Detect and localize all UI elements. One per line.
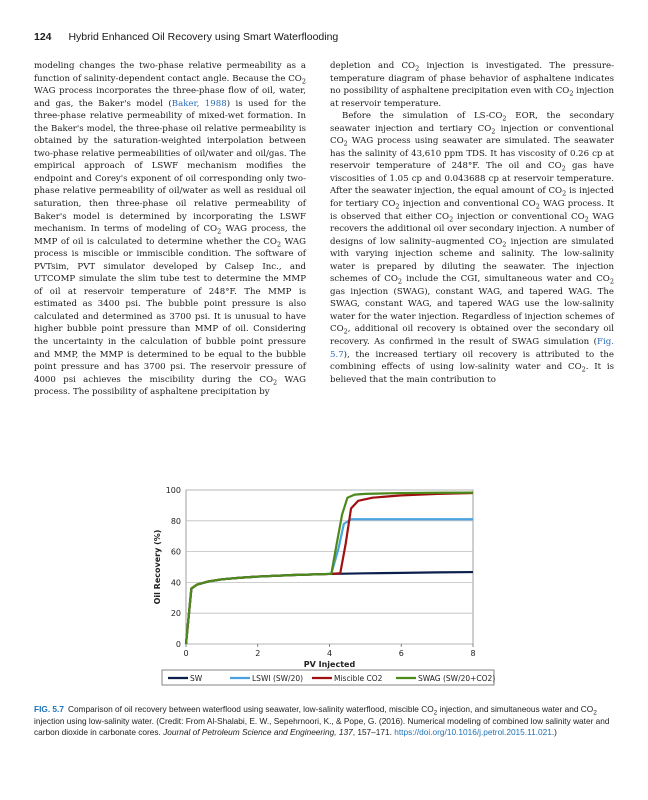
x-tick-label: 0 [183,649,189,658]
doi-link[interactable]: https://doi.org/10.1016/j.petrol.2015.11.021 [394,727,552,737]
journal-name: Journal of Petroleum Science and Engineering, 137 [163,727,353,737]
y-tick-label: 40 [170,578,181,588]
plot-area [186,490,473,644]
legend-label-0: SW [190,674,203,683]
oil-recovery-chart [148,478,508,698]
figure-label: FIG. 5.7 [34,704,64,714]
figure-link[interactable]: Fig. 5.7 [330,337,614,360]
right-paragraph-2: Before the simulation of $LS-CO_2$ EOR, the secondary seawater injection and tertiary $CO_2$ injection or conventional $CO_2$ WAG process using seawater are simulated. The seawater has the salinity of 43,610 ppm TDS. It has viscosity of 0.26 cp at reservoir temperature of 248°F. The oil and $CO_2$ gas have viscosities of 1.05 cp and 0.043688 cp at reservoir temperature. After the seawater injection, the equal amount of $CO_2$ is injected for tertiary $CO_2$ injection and conventional $CO_2$ WAG process. It is observed that either $CO_2$ injection or conventional $CO_2$ WAG recovers the additional oil over secondary injection. A number of designs of low salinity–augmented $CO_2$ injection are simulated with varying injection scheme and salinity. The low-salinity water is prepared by diluting the seawater. The injection schemes of $CO_2$ include the CGI, simultaneous water and $CO_2$ gas injection (SWAG), constant WAG, and tapered WAG. The SWAG, constant WAG, and tapered WAG use the low-salinity water for the water injection. Regardless of injection schemes of $CO_2$, additional oil recovery is obtained over the secondary oil recovery. As confirmed in the result of SWAG simulation (Fig. 5.7), the increased tertiary oil recovery is attributed to the combining effects of using low-salinity water and $CO_2$. It is believed that the main contribution to [330,111,615,385]
figure-caption: FIG. 5.7 Comparison of oil recovery between waterflood using seawater, low-salinity waterflood, miscible $CO_2$ injection, and simultaneous water and $CO_2$ injection using low-salinity water. (Credit: From Al-Shalabi, E. W., Sepehrnoori, K., & Pope, G. (2016). Numerical modeling of combined low salinity water and carbon dioxide in carbonate cores. Journal of Petroleum Science and Engineering, 137, 157–171. https://doi.org/10.1016/j.petrol.2015.11.021.) [34,704,610,737]
book-title: Hybrid Enhanced Oil Recovery using Smart Waterflooding [68,31,339,43]
y-tick-label: 80 [170,516,181,526]
x-tick-label: 2 [255,649,261,658]
legend-label-2: Miscible CO2 [334,674,383,683]
x-axis-title: PV Injected [303,660,356,669]
right-text-column [330,60,614,386]
y-axis-title: Oil Recovery (%) [153,529,162,605]
legend-label-3: SWAG (SW/20+CO2) [418,674,496,683]
x-tick-label: 4 [326,649,333,658]
y-tick-label: 60 [170,547,181,557]
right-paragraph-1: depletion and $CO_2$ injection is investigated. The pressure-temperature diagram of phase behavior of asphaltene indicates no possibility of asphaltene precipitation even with $CO_2$ injection at reservoir temperature. [330,61,615,109]
left-paragraph: modeling changes the two-phase relative permeability as a function of salinity-dependent contact angle. Because the $CO_2$ WAG process incorporates the three-phase flow of oil, water, and gas, the Baker's model (Baker, 1988) is used for the three-phase relative permeability of mixed-wet formation. In the Baker's model, the three-phase oil relative permeability is obtained by the saturation-weighted interpolation between two-phase relative permeabilities of oil/water and oil/gas. The empirical approach of LSWF mechanism modifies the endpoint and Corey's exponent of oil corresponding only two-phase relative permeability of oil/water as well as residual oil saturation, then three-phase oil relative permeability of Baker's model is determined by incorporating the LSWF mechanism. In terms of modeling of $CO_2$ WAG process, the MMP of oil is calculated to determine whether the $CO_2$ WAG process is miscible or immiscible condition. The software of PVTsim, PVT simulator developed by Calsep Inc., and UTCOMP simulate the slim tube test to determine the MMP of oil at reservoir temperature of 248°F. The MMP is estimated as 3400 psi. The bubble point pressure is also calculated and determined as 3700 psi. It is unusual to have higher bubble point pressure than MMP of oil. Considering the uncertainty in the calculation of bubble point pressure and MMP, the MMP is determined to be equal to the bubble point pressure and has 3700 psi. The reservoir pressure of 4000 psi achieves the miscibility during the $CO_2$ WAG process. The possibility of asphaltene precipitation by [34,61,307,398]
legend-label-1: LSWI (SW/20) [252,674,304,683]
citation-link-baker[interactable]: Baker, 1988 [171,98,227,109]
x-tick-label: 8 [470,649,476,658]
x-tick-label: 6 [398,649,404,658]
page-number: 124 [34,31,52,43]
y-tick-label: 20 [170,609,181,619]
y-tick-label: 0 [175,640,181,649]
y-tick-label: 100 [165,486,181,495]
left-text-column [34,60,306,399]
running-header [34,31,338,43]
